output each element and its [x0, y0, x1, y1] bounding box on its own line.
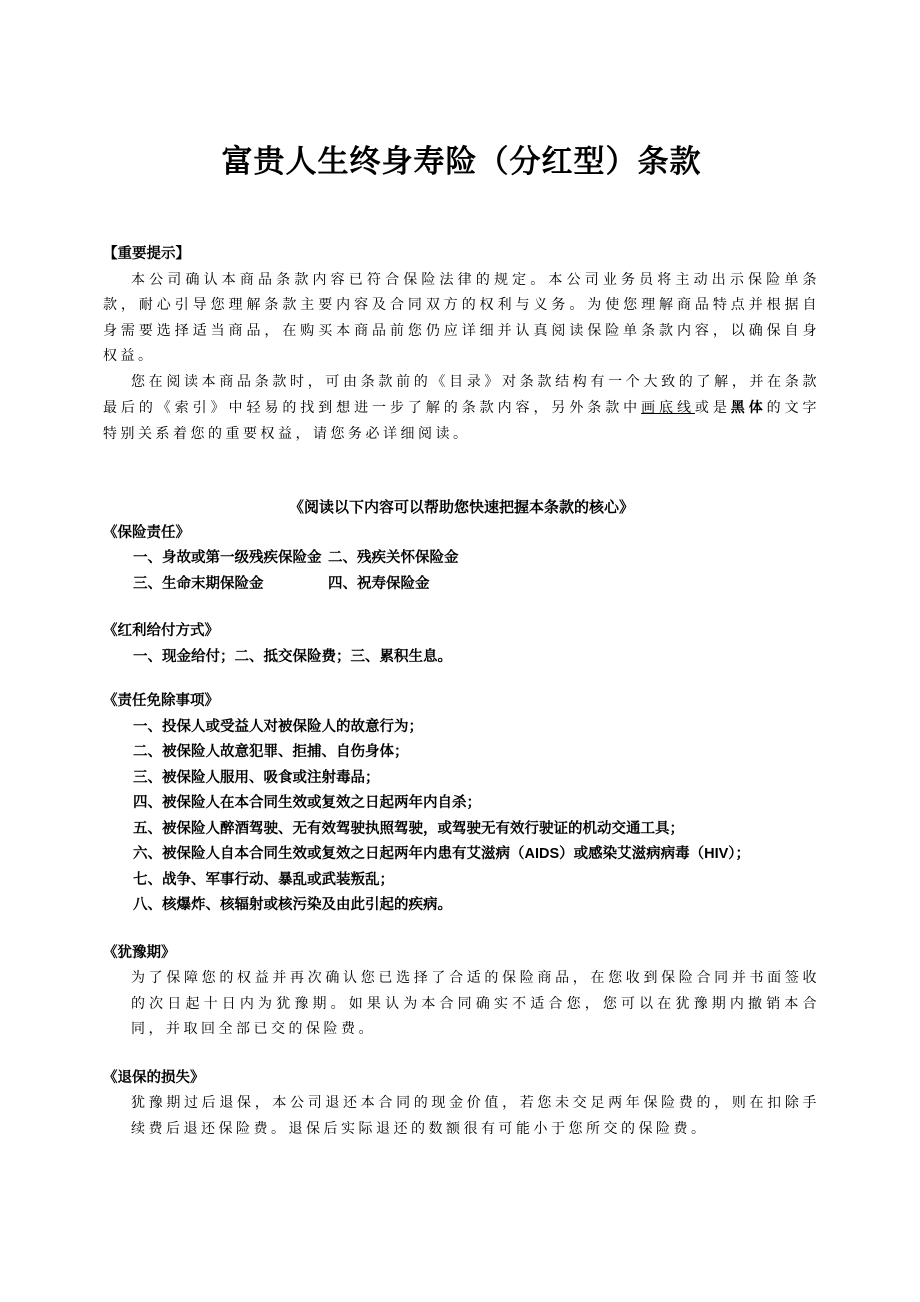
surrender-loss-heading: 《退保的损失》 [103, 1069, 205, 1086]
paragraph-text-run: 或是 [694, 401, 731, 416]
liability-item-1: 一、身故或第一级残疾保险金 [133, 550, 322, 566]
exemption-item-4: 四、被保险人在本合同生效或复效之日起两年内自杀； [133, 795, 481, 811]
paragraph-text-run: 的文字特别关系着您的重要权益，请您务必详细阅读。 [103, 401, 821, 442]
section-important-notice [103, 242, 820, 447]
exemption-item-2: 二、被保险人故意犯罪、拒捕、自伤身体； [133, 744, 409, 760]
document-title: 富贵人生终身寿险（分红型）条款 [221, 144, 702, 179]
core-summary-note: 《阅读以下内容可以帮助您快速把握本条款的核心》 [288, 499, 634, 516]
exemption-item-5: 五、被保险人醉酒驾驶、无有效驾驶执照驾驶，或驾驶无有效行驶证的机动交通工具； [133, 820, 684, 837]
bold-term: 黑体 [730, 399, 767, 415]
hesitation-period-heading: 《犹豫期》 [103, 944, 176, 961]
paragraph-text-run: 您在阅读本商品条款时，可由条款前的《目录》对条款结构有一个大致的了解，并在条款最后的《索引》中轻易的找到想进一步了解的条款内容，另外条款中 [103, 374, 820, 416]
liability-item-3: 三、生命末期保险金 [133, 575, 264, 592]
liability-item-2: 二、残疾关怀保险金 [328, 550, 459, 566]
dividend-payment-heading: 《红利给付方式》 [103, 623, 219, 639]
section-liability-exemption [103, 689, 820, 919]
exemption-item-7: 七、战争、军事行动、暴乱或武装叛乱； [133, 871, 394, 888]
important-notice-paragraph-2 [103, 370, 820, 448]
liability-row-2 [133, 572, 820, 598]
section-insurance-liability [103, 521, 820, 598]
section-dividend-payment [103, 619, 820, 670]
exemption-item-1: 一、投保人或受益人对被保险人的故意行为； [133, 718, 423, 735]
section-surrender-loss [103, 1066, 820, 1143]
hesitation-period-paragraph: 为了保障您的权益并再次确认您已选择了合适的保险商品，在您收到保险合同并书面签收的次日起十日内为犹豫期。如果认为本合同确实不适合您，您可以在犹豫期内撤销本合同，并取回全部已交的保险费。 [131, 971, 820, 1037]
exemption-item-3: 三、被保险人服用、吸食或注射毒品； [133, 769, 380, 786]
important-notice-paragraph-1: 本公司确认本商品条款内容已符合保险法律的规定。本公司业务员将主动出示保险单条款，耐心引导您理解条款主要内容及合同双方的权利与义务。为使您理解商品特点并根据自身需要选择适当商品，在购买本商品前您仍应详细并认真阅读保险单条款内容，以确保自身权益。 [103, 272, 820, 364]
insurance-liability-heading: 《保险责任》 [103, 524, 190, 541]
section-hesitation-period [103, 941, 820, 1043]
dividend-payment-options: 一、现金给付；二、抵交保险费；三、累积生息。 [133, 648, 452, 665]
exemption-item-8: 八、核爆炸、核辐射或核污染及由此引起的疾病。 [133, 897, 452, 913]
exemption-item-6: 六、被保险人自本合同生效或复效之日起两年内患有艾滋病（AIDS）或感染艾滋病病毒（HIV）； [133, 846, 751, 862]
liability-row-1 [133, 546, 820, 572]
liability-exemption-heading: 《责任免除事项》 [103, 693, 219, 709]
surrender-loss-paragraph: 犹豫期过后退保，本公司退还本合同的现金价值，若您未交足两年保险费的，则在扣除手续费后退还保险费。退保后实际退还的数额很有可能小于您所交的保险费。 [131, 1096, 820, 1137]
underlined-term: 画底线 [641, 401, 695, 416]
important-notice-heading: 【重要提示】 [103, 246, 190, 262]
liability-item-4: 四、祝寿保险金 [328, 575, 430, 592]
